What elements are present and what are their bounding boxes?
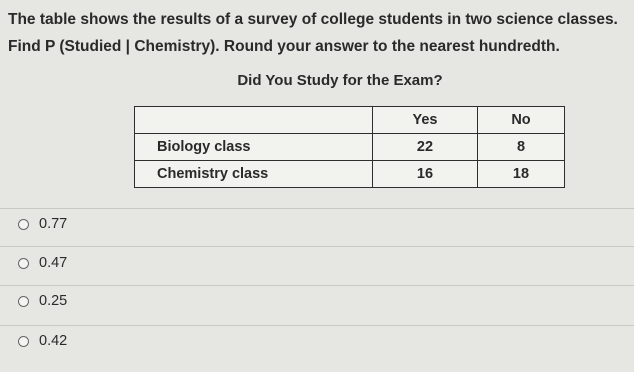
answer-option-1[interactable]: [18, 216, 67, 232]
answer-option-4[interactable]: [18, 333, 67, 349]
divider: [0, 208, 634, 209]
question-text: The table shows the results of a survey of college students in two science classes. Find P (Studied | Chemistry). Round your answer to the nearest hundredth.: [8, 11, 618, 55]
survey-table: [134, 106, 565, 188]
row-label: Chemistry class: [135, 161, 373, 188]
table-title: Did You Study for the Exam?: [237, 72, 443, 89]
option-label: 0.25: [39, 293, 68, 309]
cell-no: 18: [478, 161, 565, 188]
option-label: 0.77: [39, 216, 68, 232]
radio-button[interactable]: [18, 336, 29, 347]
cell-no: 8: [478, 134, 565, 161]
radio-button[interactable]: [18, 258, 29, 269]
header-yes: Yes: [373, 107, 478, 134]
answer-option-2[interactable]: [18, 255, 67, 271]
header-no: No: [478, 107, 565, 134]
radio-button[interactable]: [18, 219, 29, 230]
header-empty-cell: [135, 107, 373, 134]
table-row: [135, 161, 565, 188]
option-label: 0.47: [39, 255, 68, 271]
radio-button[interactable]: [18, 296, 29, 307]
cell-yes: 16: [373, 161, 478, 188]
table-header-row: [135, 107, 565, 134]
divider: [0, 325, 634, 326]
table-row: [135, 134, 565, 161]
row-label: Biology class: [135, 134, 373, 161]
answer-option-3[interactable]: [18, 293, 67, 309]
cell-yes: 22: [373, 134, 478, 161]
divider: [0, 285, 634, 286]
option-label: 0.42: [39, 333, 68, 349]
divider: [0, 246, 634, 247]
